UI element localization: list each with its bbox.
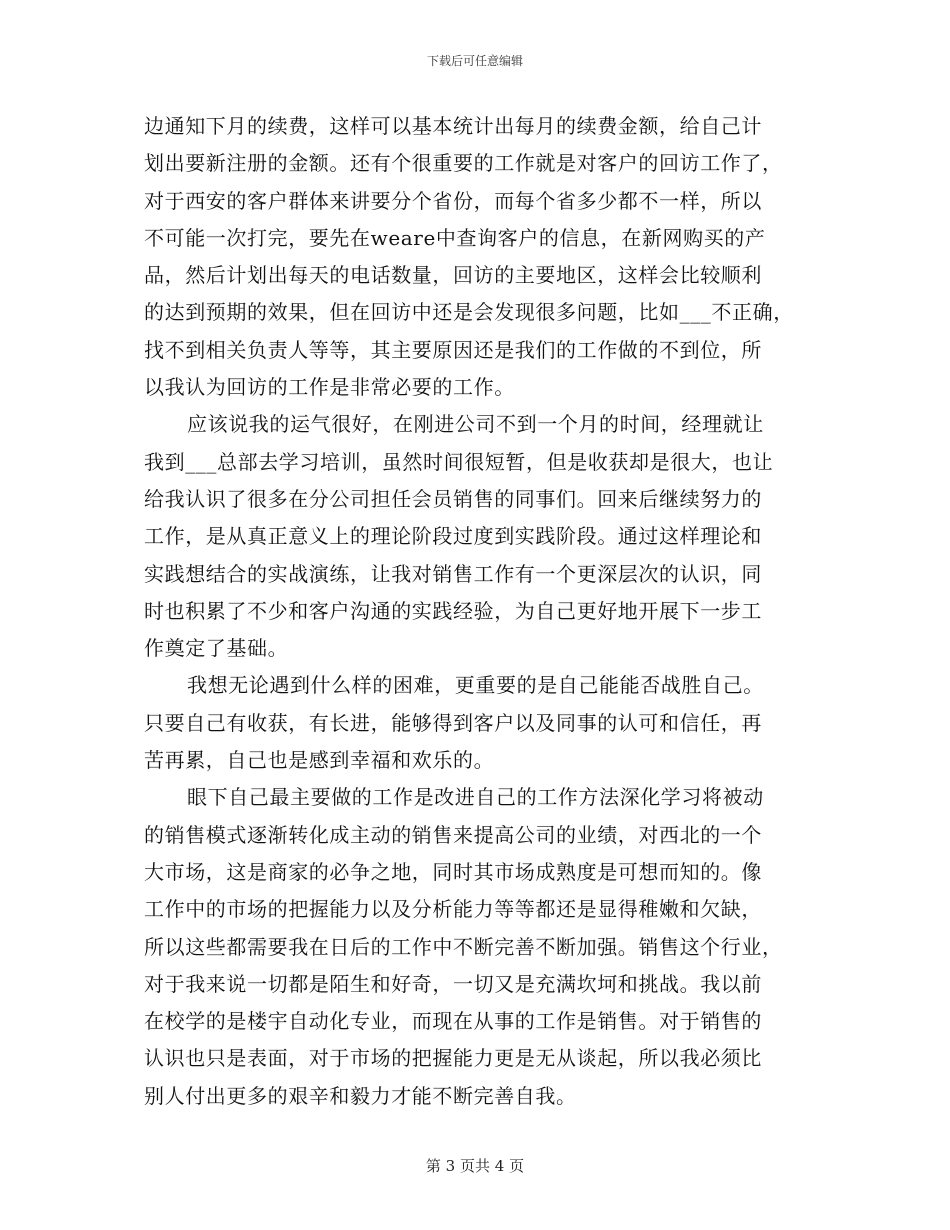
text-line: 苦再累，自己也是感到幸福和欢乐的。 bbox=[144, 748, 495, 773]
paragraph-1 bbox=[144, 108, 818, 406]
text-line: 在校学的是楼宇自动化专业，而现在从事的工作是销售。对于销售的 bbox=[144, 1009, 762, 1034]
page-footer: 第 3 页共 4 页 bbox=[425, 1157, 525, 1175]
text-line: 的达到预期的效果，但在回访中还是会发现很多问题，比如___不正确， bbox=[144, 300, 794, 325]
text-line: 给我认识了很多在分公司担任会员销售的同事们。回来后继续努力的 bbox=[144, 486, 762, 511]
text-line: 实践想结合的实战演练，让我对销售工作有一个更深层次的认识，同 bbox=[144, 561, 762, 586]
text-line: 找不到相关负责人等等，其主要原因还是我们的工作做的不到位，所 bbox=[144, 337, 762, 362]
text-line: 划出要新注册的金额。还有个很重要的工作就是对客户的回访工作了， bbox=[144, 151, 783, 176]
page-header: 下载后可任意编辑 bbox=[426, 54, 523, 68]
text-line: 只要自己有收获，有长进，能够得到客户以及同事的认可和信任，再 bbox=[144, 710, 762, 735]
document-body bbox=[144, 108, 818, 1115]
text-line: 品，然后计划出每天的电话数量，回访的主要地区，这样会比较顺利 bbox=[144, 263, 762, 288]
text-line: 大市场，这是商家的必争之地，同时其市场成熟度是可想而知的。像 bbox=[144, 859, 762, 884]
text-line: 工作中的市场的把握能力以及分析能力等等都还是显得稚嫩和欠缺， bbox=[144, 897, 762, 922]
text-line: 我到___总部去学习培训，虽然时间很短暂，但是收获却是很大，也让 bbox=[144, 449, 774, 474]
text-line: 工作，是从真正意义上的理论阶段过度到实践阶段。通过这样理论和 bbox=[144, 524, 762, 549]
text-line: 以我认为回访的工作是非常必要的工作。 bbox=[144, 375, 515, 400]
paragraph-3 bbox=[144, 667, 818, 779]
text-line: 我想无论遇到什么样的困难，更重要的是自己能能否战胜自己。 bbox=[187, 673, 764, 698]
text-line: 对于西安的客户群体来讲要分个省份，而每个省多少都不一样，所以 bbox=[144, 188, 762, 213]
text-line: 作奠定了基础。 bbox=[144, 636, 289, 661]
paragraph-4 bbox=[144, 779, 818, 1115]
text-line: 眼下自己最主要做的工作是改进自己的工作方法深化学习将被动 bbox=[187, 785, 764, 810]
text-line: 的销售模式逐渐转化成主动的销售来提高公司的业绩，对西北的一个 bbox=[144, 822, 762, 847]
text-line: 时也积累了不少和客户沟通的实践经验，为自己更好地开展下一步工 bbox=[144, 598, 762, 623]
text-line: 对于我来说一切都是陌生和好奇，一切又是充满坎坷和挑战。我以前 bbox=[144, 971, 762, 996]
text-line: 所以这些都需要我在日后的工作中不断完善不断加强。销售这个行业， bbox=[144, 934, 783, 959]
text-line: 边通知下月的续费，这样可以基本统计出每月的续费金额，给自己计 bbox=[144, 114, 762, 138]
text-line: 别人付出更多的艰辛和毅力才能不断完善自我。 bbox=[144, 1083, 577, 1108]
paragraph-2 bbox=[144, 406, 818, 667]
text-line: 不可能一次打完，要先在weare中查询客户的信息，在新网购买的产 bbox=[144, 225, 766, 250]
text-line: 应该说我的运气很好，在刚进公司不到一个月的时间，经理就让 bbox=[187, 412, 764, 437]
text-line: 认识也只是表面，对于市场的把握能力更是无从谈起，所以我必须比 bbox=[144, 1046, 762, 1071]
